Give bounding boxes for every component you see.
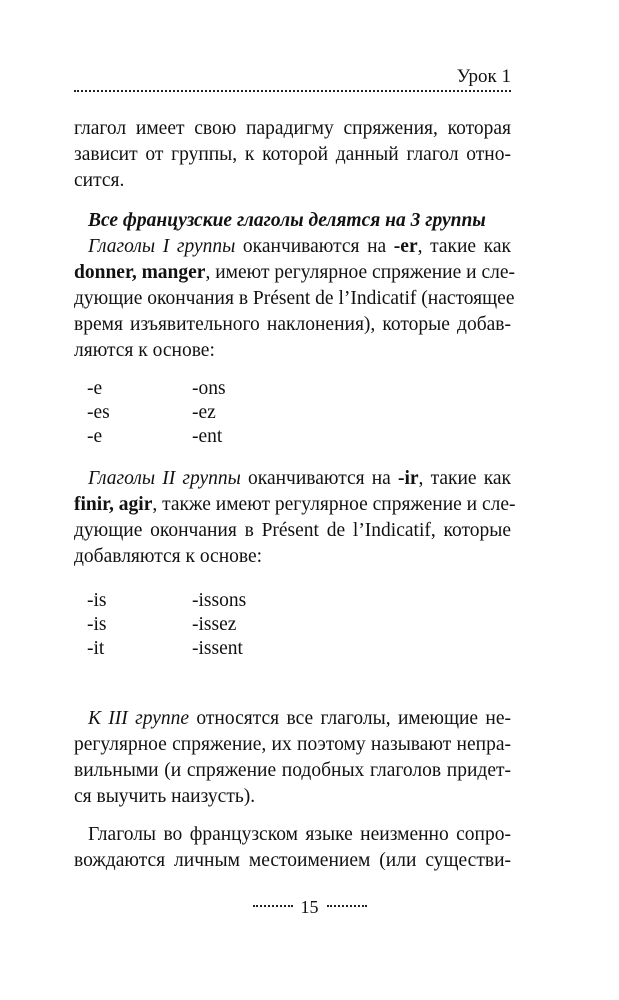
group2-label: Глаголы II группы — [88, 468, 241, 489]
group1-text-1: оканчиваются на — [235, 236, 394, 257]
group1-text-2: , такие как — [417, 236, 511, 257]
group1-example-2: manger — [141, 262, 206, 283]
group3-label: К III группе — [88, 708, 190, 729]
footer-dots-right — [327, 905, 367, 907]
group1-ending-plural: -ent — [192, 426, 223, 447]
group1-line-3: дующие окончания в Présent de l’Indicatif (настоящее — [74, 288, 515, 309]
group2-ending-plural: -issent — [192, 638, 243, 659]
group2-text-3: , также имеют регулярное спряжение и сле- — [152, 494, 516, 515]
group2-line-4: добавляются к основе: — [74, 546, 263, 567]
group1-suffix: -er — [393, 236, 418, 257]
group2-endings-row — [87, 613, 312, 637]
group1-endings-row — [87, 377, 312, 401]
section-heading: Все французские глаголы делятся на 3 группы — [88, 210, 486, 231]
final-line-1: Глаголы во французском языке неизменно сопро- — [88, 824, 511, 845]
group3-line-2: регулярное спряжение, их поэтому называют непра- — [74, 734, 511, 755]
group1-line-4: время изъявительного наклонения), которые добав- — [74, 314, 511, 335]
group1-endings-row — [87, 401, 312, 425]
group2-ending-singular: -it — [87, 638, 105, 659]
group1-paragraph — [74, 234, 515, 364]
group3-line-1 — [74, 706, 511, 732]
group2-ending-singular: -is — [87, 614, 107, 635]
group1-ending-singular: -es — [87, 402, 110, 423]
group3-line-4: ся выучить наизусть). — [74, 786, 256, 807]
group1-endings-row — [87, 425, 312, 449]
group2-example-sep: , — [109, 494, 119, 515]
group2-endings-row — [87, 589, 312, 613]
group2-endings-row — [87, 637, 312, 661]
group2-suffix: -ir — [397, 468, 419, 489]
group2-ending-plural: -issez — [192, 614, 237, 635]
section-block — [74, 208, 511, 234]
group2-ending-plural: -issons — [192, 590, 247, 611]
group1-example-1: donner — [74, 262, 132, 283]
running-head-title: Урок 1 — [456, 66, 511, 87]
group2-paragraph — [74, 466, 516, 570]
intro-line-2: зависит от группы, к которой данный глагол отно- — [74, 144, 511, 165]
group1-ending-singular: -e — [87, 426, 103, 447]
group3-text-1: относятся все глаголы, имеющие не- — [189, 708, 511, 729]
group2-ending-singular: -is — [87, 590, 107, 611]
page-number: 15 — [300, 897, 319, 917]
group1-line-1 — [74, 234, 511, 260]
group2-text-2: , такие как — [418, 468, 511, 489]
group1-endings-table — [87, 377, 312, 449]
group1-ending-plural: -ons — [192, 378, 226, 399]
group2-example-2: agir — [118, 494, 153, 515]
intro-line-1: глагол имеет свою парадигму спряжения, которая — [74, 118, 511, 139]
group1-ending-singular: -e — [87, 378, 103, 399]
group1-label: Глаголы I группы — [88, 236, 236, 257]
group2-example-1: finir — [74, 494, 110, 515]
group2-line-1 — [74, 466, 511, 492]
group1-text-3: , имеют регулярное спряжение и сле- — [205, 262, 515, 283]
intro-paragraph — [74, 116, 511, 194]
group2-line-3: дующие окончания в Présent de l’Indicatif, которые — [74, 520, 511, 541]
final-paragraph — [74, 822, 511, 874]
group2-text-1: оканчиваются на — [240, 468, 398, 489]
intro-line-3: сится. — [74, 170, 125, 191]
group2-line-2 — [74, 492, 516, 518]
group1-ending-plural: -ez — [192, 402, 216, 423]
group1-example-sep: , — [131, 262, 142, 283]
group2-endings-table — [87, 589, 312, 661]
group3-paragraph — [74, 706, 511, 810]
final-line-2: вождаются личным местоимением (или существи- — [74, 850, 511, 871]
header-dotted-rule — [74, 90, 511, 92]
group1-line-2 — [74, 260, 515, 286]
group3-line-3: вильными (и спряжение подобных глаголов придет- — [74, 760, 511, 781]
group1-line-5: ляются к основе: — [74, 340, 215, 361]
footer-dots-left — [253, 905, 293, 907]
page-footer — [0, 897, 619, 917]
